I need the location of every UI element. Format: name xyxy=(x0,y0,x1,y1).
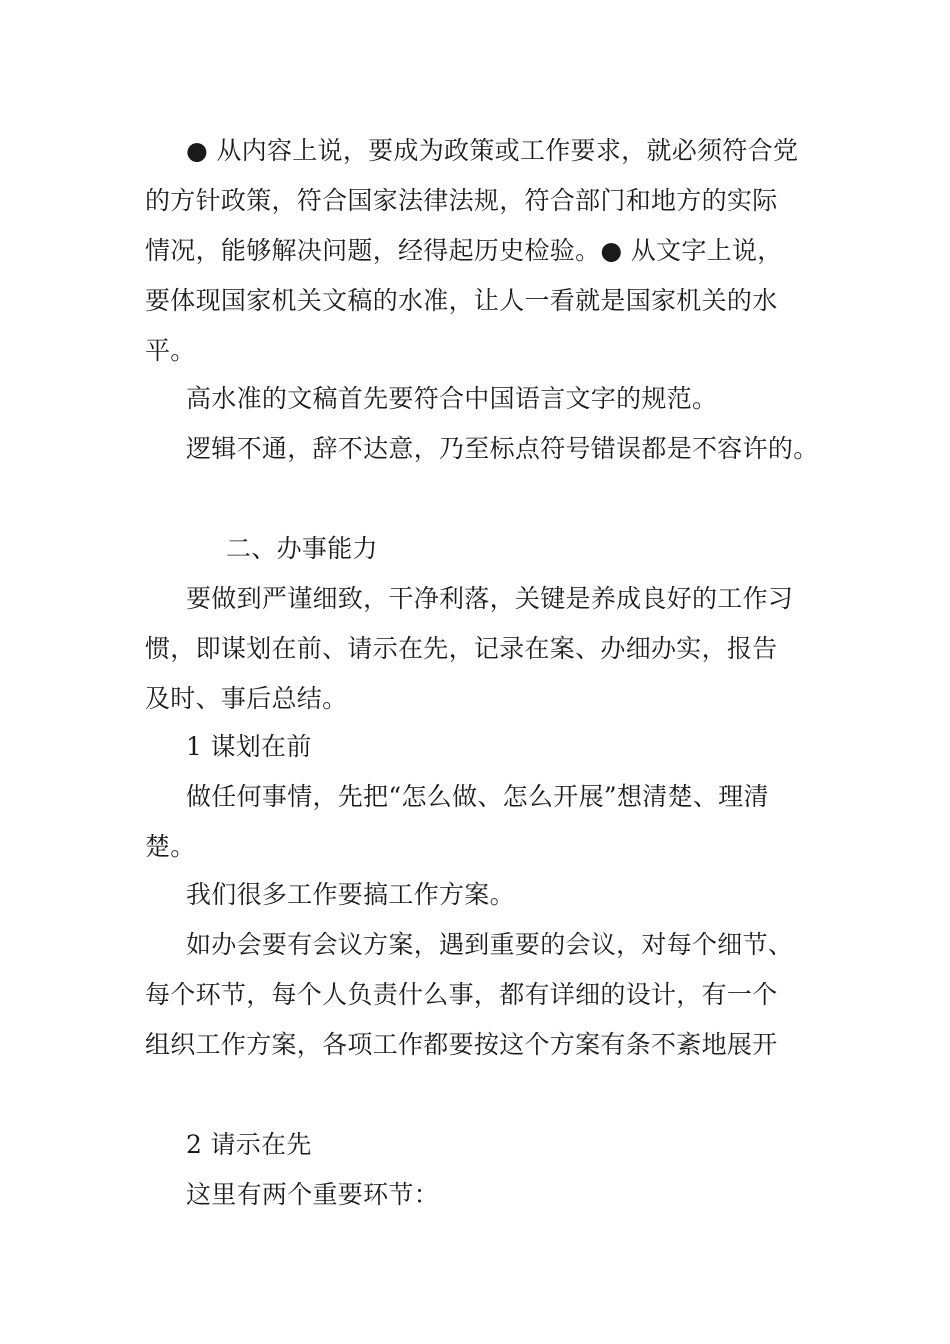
bullet-paragraph-line: 情况，能够解决问题，经得起历史检验。● 从文字上说， xyxy=(145,236,783,265)
paragraph-standards: 高水准的文稿首先要符合中国语言文字的规范。 xyxy=(186,384,718,413)
subheading-request: 2 请示在先 xyxy=(186,1130,312,1159)
planning-paragraph-line: 做任何事情，先把“怎么做、怎么开展”想清楚、理清 xyxy=(186,782,769,811)
bullet-paragraph-line: ● 从内容上说，要成为政策或工作要求，就必须符合党 xyxy=(186,136,799,165)
intro-paragraph-line: 惯，即谋划在前、请示在先，记录在案、办细办实，报告 xyxy=(145,634,778,663)
paragraph-two-steps: 这里有两个重要环节： xyxy=(186,1180,440,1209)
intro-paragraph-line: 要做到严谨细致，干净利落，关键是养成良好的工作习 xyxy=(186,584,794,613)
paragraph-logic: 逻辑不通，辞不达意，乃至标点符号错误都是不容许的。 xyxy=(186,434,819,463)
planning-paragraph-line: 楚。 xyxy=(145,832,196,861)
meeting-paragraph-line: 组织工作方案，各项工作都要按这个方案有条不紊地展开 xyxy=(145,1030,778,1059)
intro-paragraph-line: 及时、事后总结。 xyxy=(145,684,348,713)
section-heading: 二、办事能力 xyxy=(226,534,378,563)
bullet-paragraph-line: 的方针政策，符合国家法律法规，符合部门和地方的实际 xyxy=(145,186,778,215)
meeting-paragraph-line: 如办会要有会议方案，遇到重要的会议，对每个细节、 xyxy=(186,930,794,959)
meeting-paragraph-line: 每个环节，每个人负责什么事，都有详细的设计，有一个 xyxy=(145,980,778,1009)
bullet-paragraph-line: 平。 xyxy=(145,336,196,365)
subheading-planning: 1 谋划在前 xyxy=(186,732,312,761)
bullet-paragraph-line: 要体现国家机关文稿的水准，让人一看就是国家机关的水 xyxy=(145,286,778,315)
paragraph-work-plan: 我们很多工作要搞工作方案。 xyxy=(186,880,515,909)
